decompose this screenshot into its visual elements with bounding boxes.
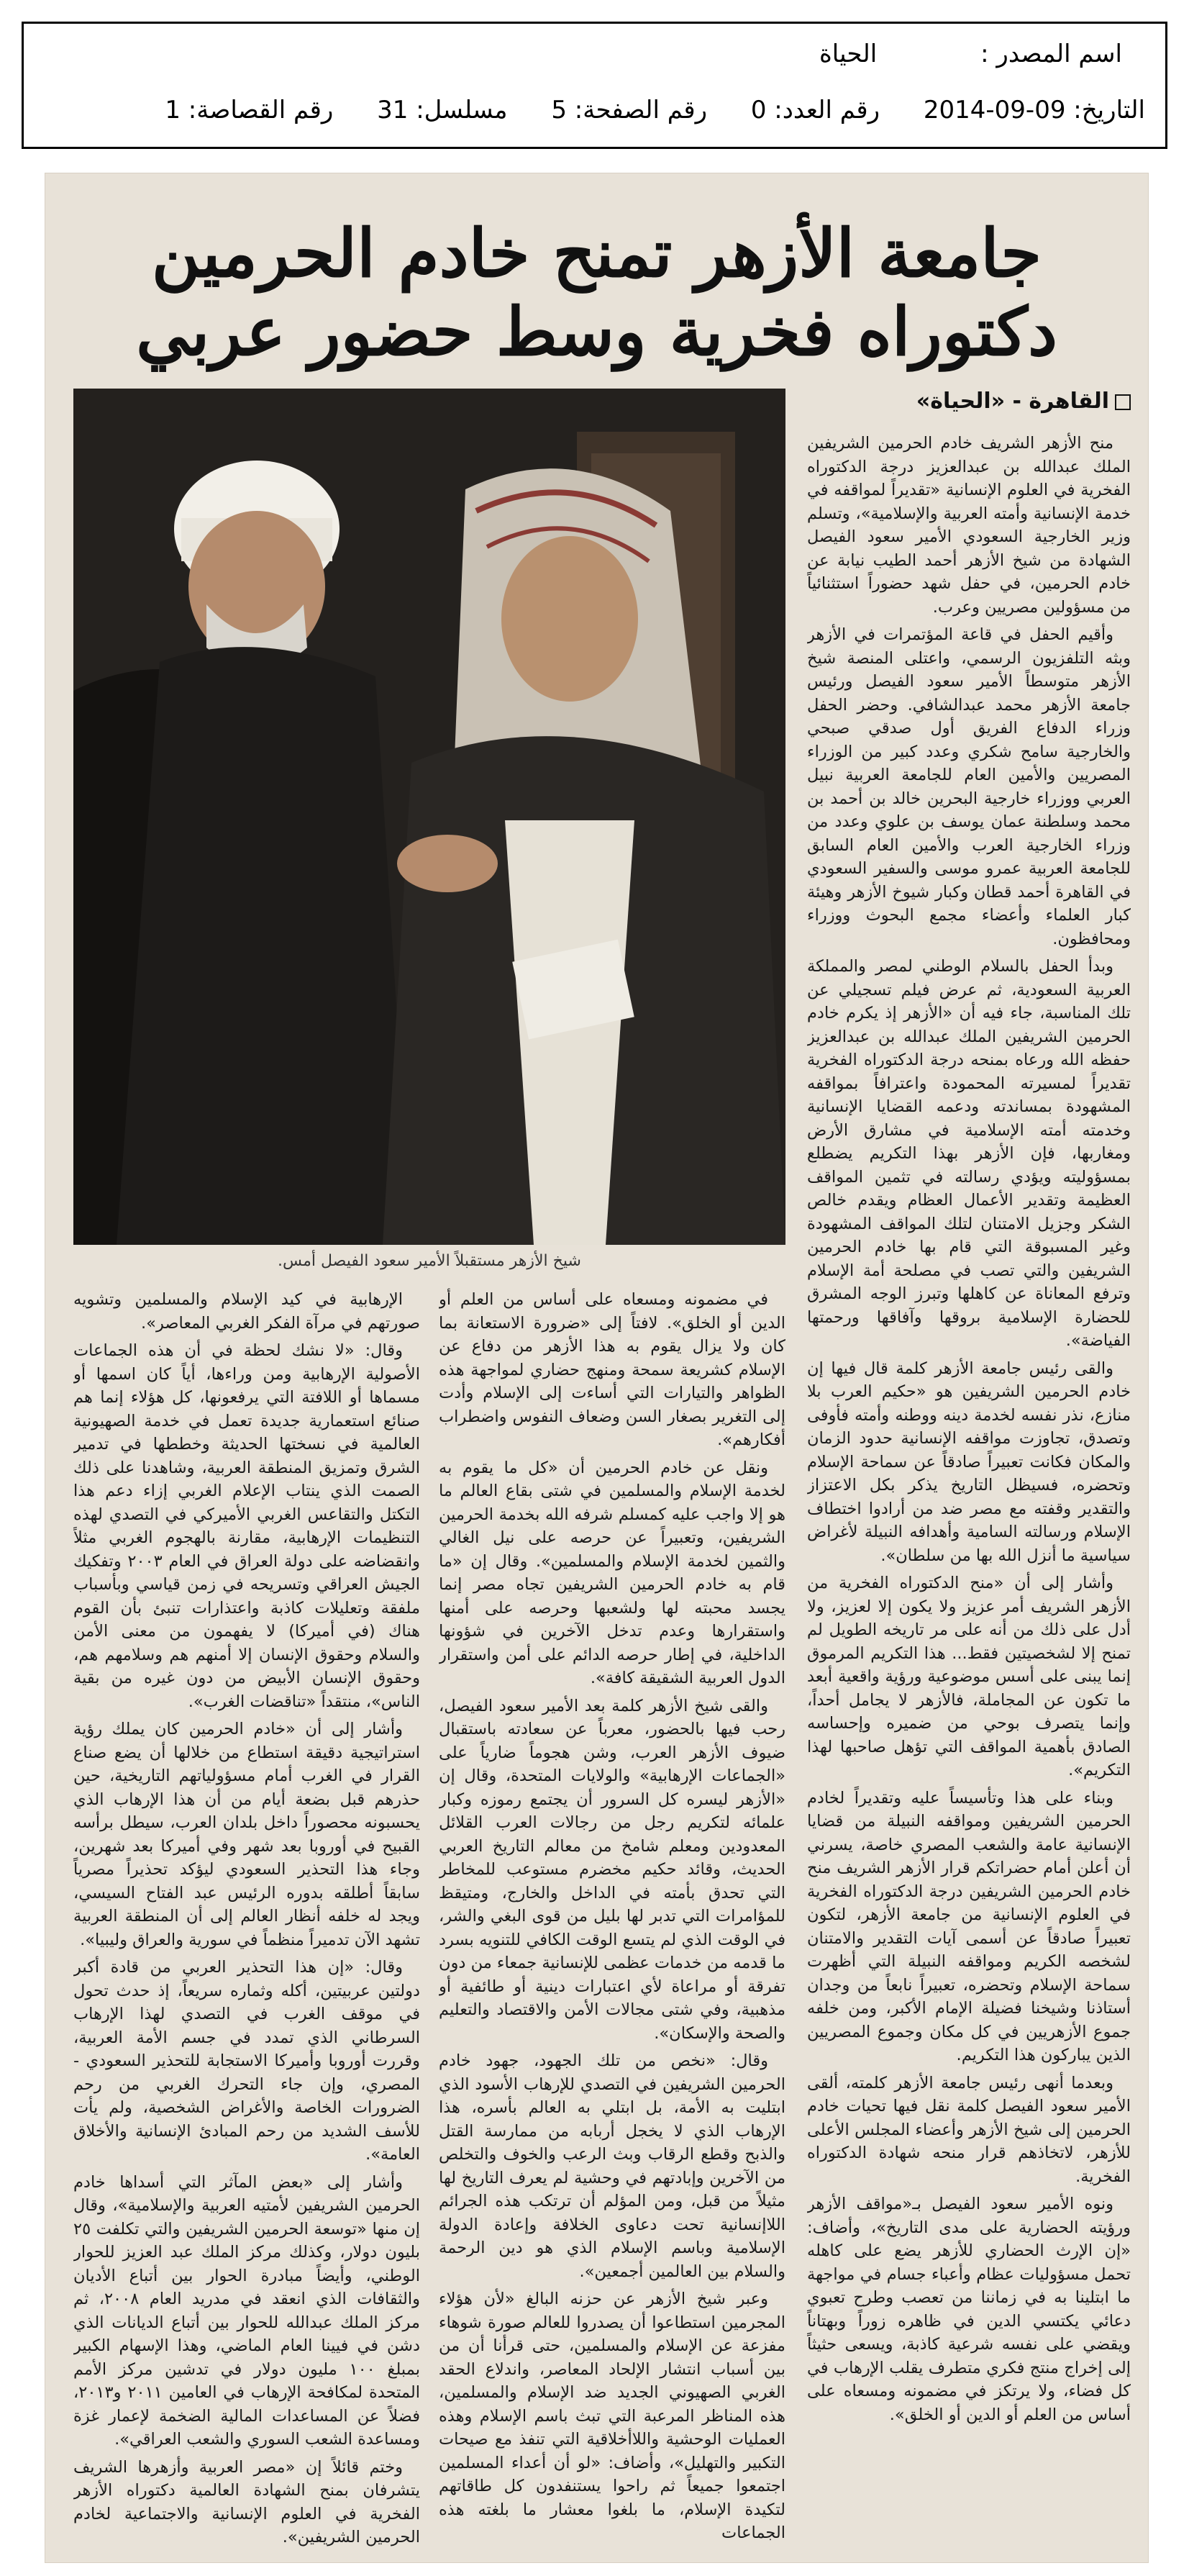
headline-line-2: دكتوراه فخرية وسط حضور عربي bbox=[136, 292, 1057, 371]
paragraph: وقال: «إن هذا التحذير العربي من قادة أكبر دولتين عربيتين، أكله وثماره سريعاً، إذ حدث تحول في موقف الغرب في التصدي لهذا الإرهاب السرطاني الذي تمدد في جسم الأمة العربية، وقررت أوروبا وأميركا الاستجابة للتحذير السعودي - المصري، وإن جاء التحرك الغربي من رحم الضرورات الخاصة والأغراض الشخصية، ولم يأت للأسف الشديد من رحم المبادئ الإنسانية والأخلاق العامة». bbox=[73, 1958, 420, 2164]
issue-value: 0 bbox=[750, 96, 767, 124]
photo-illustration bbox=[73, 389, 785, 1245]
date-label: التاريخ: bbox=[1073, 96, 1145, 124]
newspaper-clipping bbox=[45, 173, 1149, 2563]
paragraph: والقى شيخ الأزهر كلمة بعد الأمير سعود الفيصل، رحب فيها بالحضور، معرباً عن سعادته باستقبال ضيوف الأزهر العرب، وشن هجوماً ضارياً على «الجماعات الإرهابية» والولايات المتحدة، وقال إن «الأزهر ليسره كل السرور أن يجتمع رموزه وكبار علمائه لتكريم رجل من رجالات العرب القلائل المعدودين ومعلم شامخ من معالم التاريخ العربي الحديث، وقائد حكيم مخضرم مستوعب للمخاطر التي تحدق بأمته في الداخل والخارج، ومتيقظ للمؤامرات التي تدبر لها بليل من قوى البغي والشر، في الوقت الذي لم يتسع الوقت الكافي للتنويه بسرد ما قدمه من خدمات عظمى للإنسانية جمعاء من دون تفرقة أو مراعاة لأي اعتبارات دينية أو طائفية أو مذهبية، وفي شتى مجالات الأمن والاقتصاد والتعليم والصحة والإسكان». bbox=[439, 1696, 785, 2043]
photo-caption: شيخ الأزهر مستقبلاً الأمير سعود الفيصل أمس. bbox=[278, 1252, 581, 1270]
article-column-left bbox=[73, 1288, 420, 2547]
date-value: 2014-09-09 bbox=[923, 96, 1066, 124]
serial-label: مسلسل: bbox=[416, 96, 508, 124]
source-info-box bbox=[22, 22, 1167, 149]
paragraph: وبعدما أنهى رئيس جامعة الأزهر كلمته، ألقى الأمير سعود الفيصل كلمة نقل فيها تحيات خادم الحرمين إلى شيخ الأزهر وأعضاء المجلس الأعلى للأزهر، لاتخاذهم قرار منحه شهادة الدكتوراه الفخرية. bbox=[807, 2073, 1131, 2186]
article-column-right bbox=[807, 432, 1131, 2547]
paragraph: ونقل عن خادم الحرمين أن «كل ما يقوم به لخدمة الإسلام والمسلمين في شتى بقاع العالم ما هو إلا واجب عليه كمسلم شرفه الله بخدمة الحرمين الشريفين، وتعبيراً عن حرصه على نيل الغالي والثمين لخدمة الإسلام والمسلمين». وقال إن «ما قام به خادم الحرمين الشريفين تجاه مصر إنما يجسد محبته لها ولشعبها وحرصه على أمنها واستقرارها وعدم تدخل الآخرين في شؤونها الداخلية، في إطار حرصه الدائم على أمن واستقرار الدول العربية الشقيقة كافة». bbox=[439, 1458, 785, 1687]
article-photo bbox=[73, 389, 785, 1245]
source-line bbox=[819, 40, 1122, 68]
byline bbox=[807, 389, 1131, 414]
paragraph: وختم قائلاً إن «مصر العربية وأزهرها الشريف يتشرفان بمنح الشهادة العالمية دكتوراه الأزهر الفخرية في العلوم الإنسانية والاجتماعية لخادم الحرمين الشريفين». bbox=[73, 2457, 420, 2546]
paragraph: وبدأ الحفل بالسلام الوطني لمصر والمملكة العربية السعودية، ثم عرض فيلم تسجيلي عن تلك المناسبة، جاء فيه أن «الأزهر إذ يكرم خادم الحرمين الشريفين الملك عبدالله بن عبدالعزيز حفظه الله ورعاه بمنحه درجة الدكتوراه الفخرية تقديراً لمسيرته المحمودة واعترافاً بمواقفه المشهودة بمساندته ودعمه القضايا الإنسانية وخدمته أمته الإسلامية في مشارق الأرض ومغاربها، فإن الأزهر بهذا التكريم يضطلع بمسؤوليته ويؤدي رسالته في تثمين المواقف العظيمة وتقدير الأعمال العظام ويقدم خالص الشكر وجزيل الامتنان لتلك المواقف المشهودة وغير المسبوقة التي قام بها خادم الحرمين الشريفين والتي تصب في مصلحة أمة الإسلام وترفع المعاناة عن كاهلها وتبرز الوجه المشرق للحضارة الإسلامية بروقها وآفاقها ورحمتها الفياضة». bbox=[807, 957, 1131, 1350]
paragraph: وأشار إلى «بعض المآثر التي أسداها خادم الحرمين الشريفين لأمتيه العربية والإسلامية»، وقال إن منها «توسعة الحرمين الشريفين والتي تكلفت ٢٥ بليون دولار، وكذلك مركز الملك عبد العزيز للحوار الوطني، وأيضاً مبادرة الحوار بين أتباع الأديان والثقافات الذي انعقد في مدريد العام ٢٠٠٨، ثم مركز الملك عبدالله للحوار بين أتباع الديانات الذي دشن في فيينا العام الماضي، وهذا الإسهام الكبير بمبلغ ١٠٠ مليون دولار في تدشين مركز الأمم المتحدة لمكافحة الإرهاب في العامين ٢٠١١ و٢٠١٣، فضلاً عن المساعدات المالية الضخمة لإعمار غزة ومساعدة الشعب السوري والشعب العراقي». bbox=[73, 2172, 420, 2449]
paragraph: منح الأزهر الشريف خادم الحرمين الشريفين الملك عبدالله بن عبدالعزيز درجة الدكتوراه الفخرية في العلوم الإنسانية «تقديراً لمواقفه في خدمة الإنسانية وأمته العربية والإسلامية»، وتسلم وزير الخارجية السعودي الأمير سعود الفيصل الشهادة من شيخ الأزهر أحمد الطيب نيابة عن خادم الحرمين، في حفل شهد حضوراً استثنائياً من مسؤولين مصريين وعرب. bbox=[807, 434, 1131, 617]
headline-line-1: جامعة الأزهر تمنح خادم الحرمين bbox=[151, 214, 1042, 292]
issue-label: رقم العدد: bbox=[774, 96, 880, 124]
paragraph: وقال: «لا نشك لحظة في أن هذه الجماعات الأصولية الإرهابية ومن وراءها، أياً كان اسمها أو مسماها أو اللافتة التي يرفعونها، كل هؤلاء إنما هم صنائع استعمارية جديدة تعمل في خدمة الصهيونية العالمية في نسختها الحديثة وخططها في تدمير الشرق وتمزيق المنطقة العربية، وشاهدنا على ذلك الصمت الذي ينتاب الإعلام الغربي إزاء دعم هذا التكتل والتقاعس الغربي الأميركي في التصدي لهذه التنظيمات الإرهابية، مقارنة بالهجوم الغربي مثلاً وانقضاضه على دولة العراق في العام ٢٠٠٣ وتفكيك الجيش العراقي وتسريحه في زمن قياسي وبأسباب ملفقة وتعليلات كاذبة واعتذارات تنبئ بأن القوم هناك (في أميركا) لا يفهمون من معنى الأمن والسلام وحقوق الإنسان إلا أمنهم هم وسلامهم هم، وحقوق الإنسان الأبيض من دون غيره من بقية الناس»، منتقداً «تناقضات الغرب». bbox=[73, 1341, 420, 1711]
serial-value: 31 bbox=[377, 96, 409, 124]
paragraph: في مضمونه ومسعاه على أساس من العلم أو الدين أو الخلق». لافتاً إلى «ضرورة الاستعانة بما كان ولا يزال يقوم به هذا الأزهر من دفاع عن الإسلام كشريعة سمحة ومنهج حضاري لمواجهة هذه الظواهر والتيارات التي أساءت إلى الإسلام وأدت إلى التغرير بصغار السن وضعاف النفوس واضطراب أفكارهم». bbox=[439, 1290, 785, 1449]
source-label: اسم المصدر : bbox=[980, 40, 1122, 68]
byline-text: القاهرة - «الحياة» bbox=[916, 389, 1109, 414]
paragraph: وعبر شيخ الأزهر عن حزنه البالغ «لأن هؤلاء المجرمين استطاعوا أن يصدروا للعالم صورة شوهاء مفزعة عن الإسلام والمسلمين، حتى قرأنا أن من بين أسباب انتشار الإلحاد المعاصر، واندلاع الحقد الغربي الصهيوني الجديد ضد الإسلام والمسلمين، هذه المناظر المرعبة التي تبث باسم الإسلام وهذه العمليات الوحشية واللاأخلاقية التي تنفذ مع صيحات التكبير والتهليل»، وأضاف: «لو أن أعداء المسلمين اجتمعوا جميعاً ثم راحوا يستنفدون كل طاقاتهم لتكيدة الإسلام، ما بلغوا معشار ما بلغته هذه الجماعات bbox=[439, 2290, 785, 2542]
paragraph: والقى رئيس جامعة الأزهر كلمة قال فيها إن خادم الحرمين الشريفين هو «حكيم العرب بلا منازع، نذر نفسه لخدمة دينه ووطنه وأمته فأوفى وتصدق، تجاوزت مواقفه الإنسانية حدود الزمان والمكان فكانت تعبيراً صادقاً عن سماحة الإسلام وتحضره، فسيظل التاريخ يذكر بكل الاعتزاز والتقدير وقفته مع مصر ضد من أرادوا اختطاف الإسلام ورسالته السامية وأهدافه النبيلة لأغراض سياسية ما أنزل الله بها من سلطان». bbox=[807, 1359, 1131, 1565]
paragraph: وقال: «نخص من تلك الجهود، جهود خادم الحرمين الشريفين في التصدي للإرهاب الأسود الذي ابتليت به الأمة، بل ابتلي به العالم بأسره، هذا الإرهاب الذي لا يخجل أربابه من ممارسة القتل والذبح وقطع الرقاب وبث الرعب والخوف والتخلص من الآخرين وإبادتهم في وحشية لم يعرف التاريخ لها مثيلاً من قبل، ومن المؤلم أن ترتكب هذه الجرائم اللاإنسانية تحت دعاوى الخلافة وإعادة الدولة الإسلامية وباسم الإسلام الذي هو دين الرحمة والسلام بين العالمين أجمعين». bbox=[439, 2051, 785, 2281]
paragraph: وأشار إلى أن «منح الدكتوراه الفخرية من الأزهر الشريف أمر عزيز ولا يكون إلا لعزيز، ولا أدل على ذلك من أنه على مر تاريخه الطويل لم تمنح إلا لشخصيتين فقط... هذا التكريم المرموق إنما يبنى على أسس موضوعية ورؤية واقعية أبعد ما تكون عن المجاملة، فالأزهر لا يجامل أحداً، وإنما يتصرف بوحي من ضميره وإحساسه الصادق بأهمية المواقف التي تؤهل صاحبها لهذا التكريم». bbox=[807, 1574, 1131, 1779]
byline-square-icon bbox=[1115, 394, 1131, 410]
clip-value: 1 bbox=[165, 96, 181, 124]
article-headline bbox=[45, 214, 1149, 371]
clip-label: رقم القصاصة: bbox=[188, 96, 334, 124]
paragraph: وأقيم الحفل في قاعة المؤتمرات في الأزهر وبثه التلفزيون الرسمي، واعتلى المنصة شيخ الأزهر متوسطاً الأمير سعود الفيصل ورئيس جامعة الأزهر محمد عبدالشافي. وحضر الحفل وزراء الدفاع الفريق أول صدقي صبحي والخارجية سامح شكري وعدد كبير من الوزراء المصريين والأمين العام للجامعة العربية نبيل العربي ووزراء خارجية البحرين خالد بن أحمد بن محمد وسلطنة عمان يوسف بن علوي وعدد من وزراء الخارجية العرب والأمين العام السابق للجامعة العربية عمرو موسى والسفير السعودي في القاهرة أحمد قطان وكبار شيوخ الأزهر وهيئة كبار العلماء وأعضاء مجمع البحوث ووزراء ومحافظون. bbox=[807, 625, 1131, 948]
article-column-middle bbox=[439, 1288, 785, 2547]
paragraph: وأشار إلى أن «خادم الحرمين كان يملك رؤية استراتيجية دقيقة استطاع من خلالها أن يضع صناع القرار في الغرب أمام مسؤولياتهم التاريخية، حين حذرهم قبل بضعة أيام من أن هذا الإرهاب الذي يحسبونه محصوراً داخل بلدان العرب، سيطل برأسه القبيح في أوروبا بعد شهر وفي أميركا بعد شهرين، وجاء هذا التحذير السعودي ليؤكد تحذيراً مصرياً سابقاً أطلقه بدوره الرئيس عبد الفتاح السيسي، ويجد له خلفه أنظار العالم إلى أن المنطقة العربية تشهد الآن تدميراً منظماً في سورية والعراق وليبيا». bbox=[73, 1720, 420, 1949]
page-label: رقم الصفحة: bbox=[574, 96, 708, 124]
paragraph: الإرهابية في كيد الإسلام والمسلمين وتشويه صورتهم في مرآة الفكر الغربي المعاصر». bbox=[73, 1290, 420, 1333]
source-value: الحياة bbox=[819, 40, 878, 68]
meta-line bbox=[165, 96, 1145, 124]
page-value: 5 bbox=[551, 96, 567, 124]
paragraph: ونوه الأمير سعود الفيصل بـ«مواقف الأزهر ورؤيته الحضارية على مدى التاريخ»، وأضاف: «إن الإرث الحضاري للأزهر يضع على كاهله تحمل مسؤوليات عظام وأعباء جسام في مواجهة ما ابتلينا به في زماننا من تعصب وطرح تعبوي دعائي يكتسي الدين في ظاهره زوراً وبهتاناً ويقضي على نفسه شرعية كاذبة، ويسعى حثيثاً إلى إخراج منتج فكري متطرف يقلب الإرهاب في كل فضاء، ولا يرتكز في مضمونه ومسعاه على أساس من العلم أو الدين أو الخلق». bbox=[807, 2195, 1131, 2424]
paragraph: وبناء على هذا وتأسيساً عليه وتقديراً لخادم الحرمين الشريفين ومواقفه النبيلة من قضايا الإنسانية عامة والشعب المصري خاصة، يسرني أن أعلن أمام حضراتكم قرار الأزهر الشريف منح خادم الحرمين الشريفين درجة الدكتوراه الفخرية في العلوم الإنسانية من جامعة الأزهر، لتكون تعبيراً صادقاً عن أسمى آيات التقدير والامتنان لشخصه الكريم ومواقفه النبيلة التي أظهرت سماحة الإسلام وتحضره، تعبيراً نابعاً من وجدان أستاذنا وشيخنا فضيلة الإمام الأكبر، ومن خلفه جموع الأزهريين في كل مكان وجموع المصريين الذين يباركون هذا التكريم. bbox=[807, 1788, 1131, 2064]
